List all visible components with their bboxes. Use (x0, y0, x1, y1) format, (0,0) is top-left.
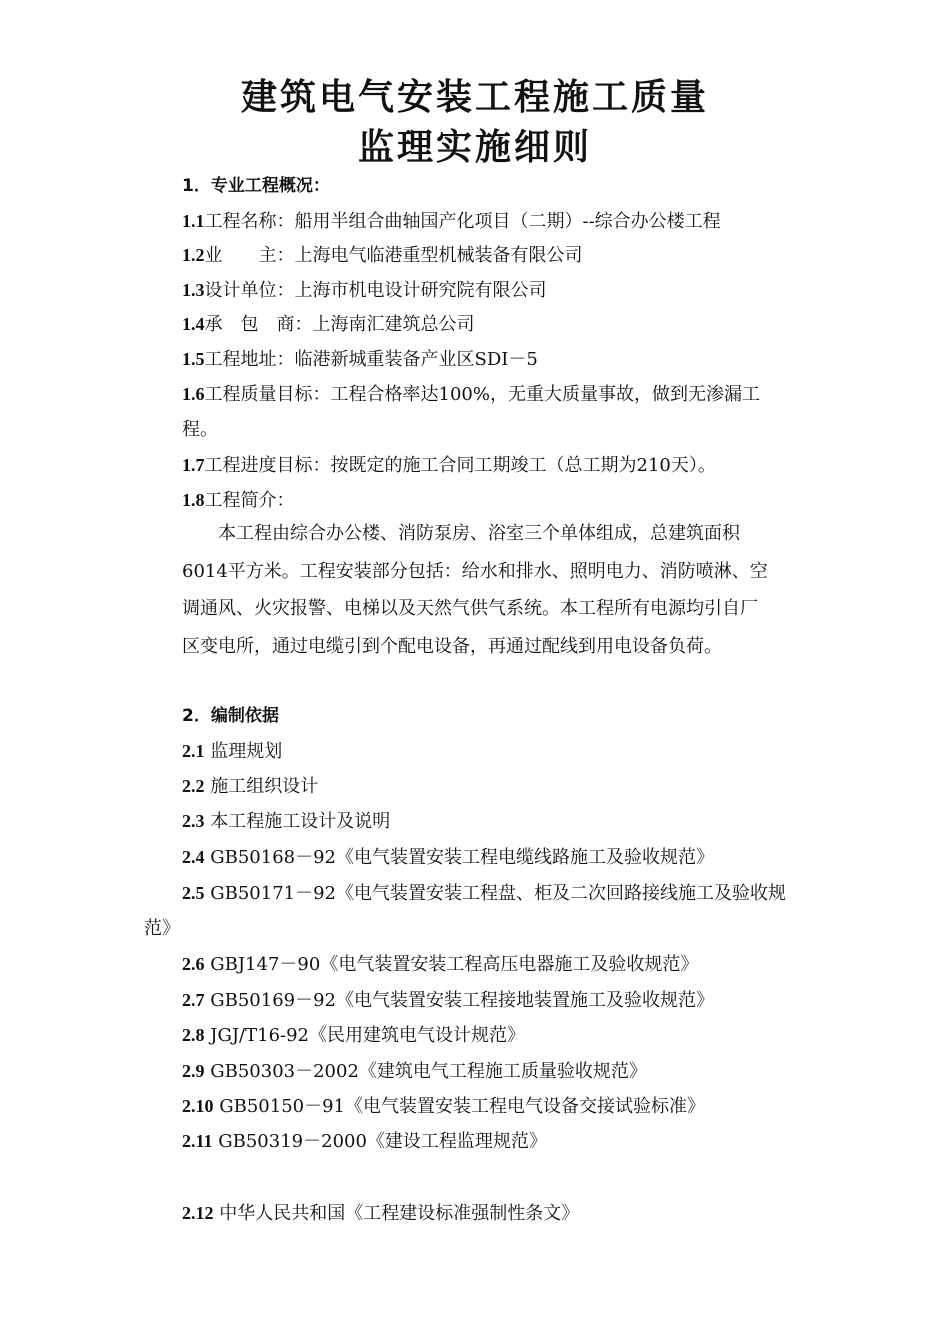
section2-item-2-5-continued: 范》 (144, 918, 180, 939)
item-number: 1.5 (182, 349, 205, 369)
item-text: 施工组织设计 (210, 776, 319, 797)
intro-paragraph-line: 区变电所，通过电缆引到个配电设备，再通过配线到用电设备负荷。 (182, 636, 722, 657)
item-number: 2.8 (182, 1025, 205, 1045)
item-text: GB50150－91《电气装置安装工程电气设备交接试验标准》 (219, 1096, 706, 1117)
intro-paragraph-line: 6014平方米。工程安装部分包括：给水和排水、照明电力、消防喷淋、空 (182, 561, 768, 582)
item-text: 承 包 商：上海南汇建筑总公司 (204, 314, 475, 335)
section2-item-2-1 (182, 739, 282, 764)
item-text: 业 主：上海电气临港重型机械装备有限公司 (204, 245, 583, 266)
document-title-line1: 建筑电气安装工程施工质量 (240, 77, 709, 118)
section2-item-2-5 (182, 881, 786, 906)
section1-item-1-3 (182, 278, 547, 303)
item-number: 1.1 (182, 211, 205, 231)
section2-item-2-2 (182, 774, 318, 799)
item-text: GB50168－92《电气装置安装工程电缆线路施工及验收规范》 (210, 847, 715, 868)
section2-item-2-10 (182, 1094, 705, 1119)
item-number: 2.11 (182, 1131, 213, 1151)
item-number: 2.6 (182, 954, 205, 974)
item-text: 工程名称：船用半组合曲轴国产化项目（二期）--综合办公楼工程 (204, 211, 721, 232)
item-text: GB50319－2000《建设工程监理规范》 (218, 1131, 547, 1152)
item-number: 1.4 (182, 314, 205, 334)
section2-item-2-9 (182, 1059, 647, 1084)
item-number: 2.1 (182, 741, 205, 761)
item-text: 工程进度目标：按既定的施工合同工期竣工（总工期为210天）。 (204, 455, 716, 476)
item-number: 1.7 (182, 455, 205, 475)
item-text: 工程简介： (204, 490, 295, 511)
item-number: 2.12 (182, 1203, 214, 1223)
section1-item-1-5 (182, 347, 538, 372)
item-text: GB50171－92《电气装置安装工程盘、柜及二次回路接线施工及验收规 (210, 883, 787, 904)
section2-item-2-3 (182, 809, 390, 834)
item-text: 中华人民共和国《工程建设标准强制性条文》 (219, 1203, 580, 1224)
item-text: 工程地址：临港新城重装备产业区SDI－5 (204, 349, 538, 370)
item-text: 设计单位：上海市机电设计研究院有限公司 (204, 280, 547, 301)
item-number: 2.7 (182, 990, 205, 1010)
item-number: 1.2 (182, 245, 205, 265)
item-text: GBJ147－90《电气装置安装工程高压电器施工及验收规范》 (210, 954, 699, 975)
section1-item-1-8 (182, 488, 295, 513)
item-number: 2.9 (182, 1061, 205, 1081)
item-text: GB50303－2002《建筑电气工程施工质量验收规范》 (210, 1061, 647, 1082)
section1-heading: 1．专业工程概况： (182, 176, 330, 196)
item-text: 监理规划 (210, 741, 283, 762)
section1-item-1-2 (182, 243, 583, 268)
item-number: 2.5 (182, 883, 205, 903)
item-number: 2.10 (182, 1096, 214, 1116)
item-number: 2.3 (182, 811, 205, 831)
section1-item-1-7 (182, 453, 716, 478)
item-number: 1.6 (182, 384, 205, 404)
document-title-line2: 监理实施细则 (357, 127, 592, 168)
section1-item-1-6 (182, 382, 760, 407)
section2-heading: 2．编制依据 (182, 706, 279, 726)
item-number: 2.2 (182, 776, 205, 796)
intro-paragraph-line: 本工程由综合办公楼、消防泵房、浴室三个单体组成，总建筑面积 (218, 523, 740, 544)
item-number: 1.3 (182, 280, 205, 300)
section1-item-1-1 (182, 209, 721, 234)
item-text: JGJ/T16-92《民用建筑电气设计规范》 (210, 1025, 526, 1046)
section2-item-2-6 (182, 952, 698, 977)
item-number: 2.4 (182, 847, 205, 867)
item-text: 工程质量目标：工程合格率达100%，无重大质量事故，做到无渗漏工 (204, 384, 760, 405)
item-text: GB50169－92《电气装置安装工程接地装置施工及验收规范》 (210, 990, 715, 1011)
section2-item-2-11 (182, 1129, 547, 1154)
item-number: 1.8 (182, 490, 205, 510)
intro-paragraph-line: 调通风、火灾报警、电梯以及天然气供气系统。本工程所有电源均引自厂 (182, 598, 758, 619)
section2-item-2-8 (182, 1023, 525, 1048)
section2-item-2-7 (182, 988, 714, 1013)
section1-item-1-6-continued: 程。 (182, 419, 218, 440)
section1-item-1-4 (182, 312, 475, 337)
section2-item-2-4 (182, 845, 714, 870)
item-text: 本工程施工设计及说明 (210, 811, 391, 832)
section2-item-2-12 (182, 1201, 579, 1226)
